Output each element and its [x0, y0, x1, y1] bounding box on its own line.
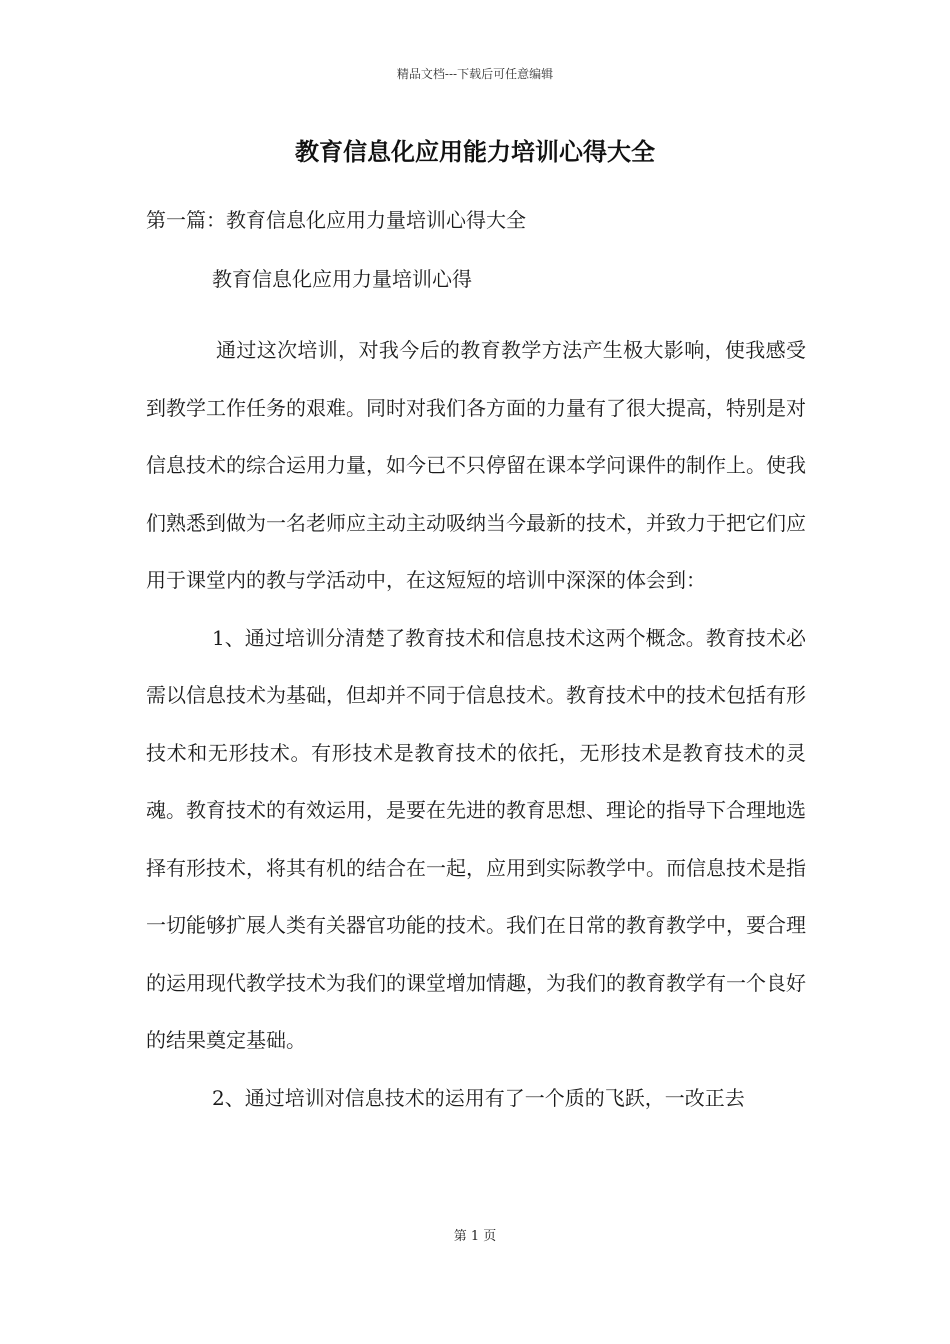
paragraph-point-2: 2、通过培训对信息技术的运用有了一个质的飞跃，一改正去	[212, 1085, 745, 1110]
sub-heading: 教育信息化应用力量培训心得	[212, 267, 472, 291]
document-title: 教育信息化应用能力培训心得大全	[295, 137, 655, 166]
body-text	[146, 322, 806, 1127]
page-header-note: 精品文档---下载后可任意编辑	[396, 67, 554, 81]
section-heading: 第一篇：教育信息化应用力量培训心得大全	[146, 208, 526, 232]
paragraph-point-1: 1、通过培训分清楚了教育技术和信息技术这两个概念。教育技术必需以信息技术为基础，但却并不同于信息技术。教育技术中的技术包括有形技术和无形技术。有形技术是教育技术的依托，无形技术是教育技术的灵魂。教育技术的有效运用，是要在先进的教育思想、理论的指导下合理地选择有形技术，将其有机的结合在一起，应用到实际教学中。而信息技术是指一切能够扩展人类有关器官功能的技术。我们在日常的教育教学中，要合理的运用现代教学技术为我们的课堂增加情趣，为我们的教育教学有一个良好的结果奠定基础。	[146, 625, 806, 1052]
paragraph-intro: 通过这次培训，对我今后的教育教学方法产生极大影响，使我感受到教学工作任务的艰难。同时对我们各方面的力量有了很大提高，特别是对信息技术的综合运用力量，如今已不只停留在课本学问课件的制作上。使我们熟悉到做为一名老师应主动主动吸纳当今最新的技术，并致力于把它们应用于课堂内的教与学活动中，在这短短的培训中深深的体会到：	[146, 338, 806, 592]
page-number: 第 1 页	[453, 1229, 497, 1244]
